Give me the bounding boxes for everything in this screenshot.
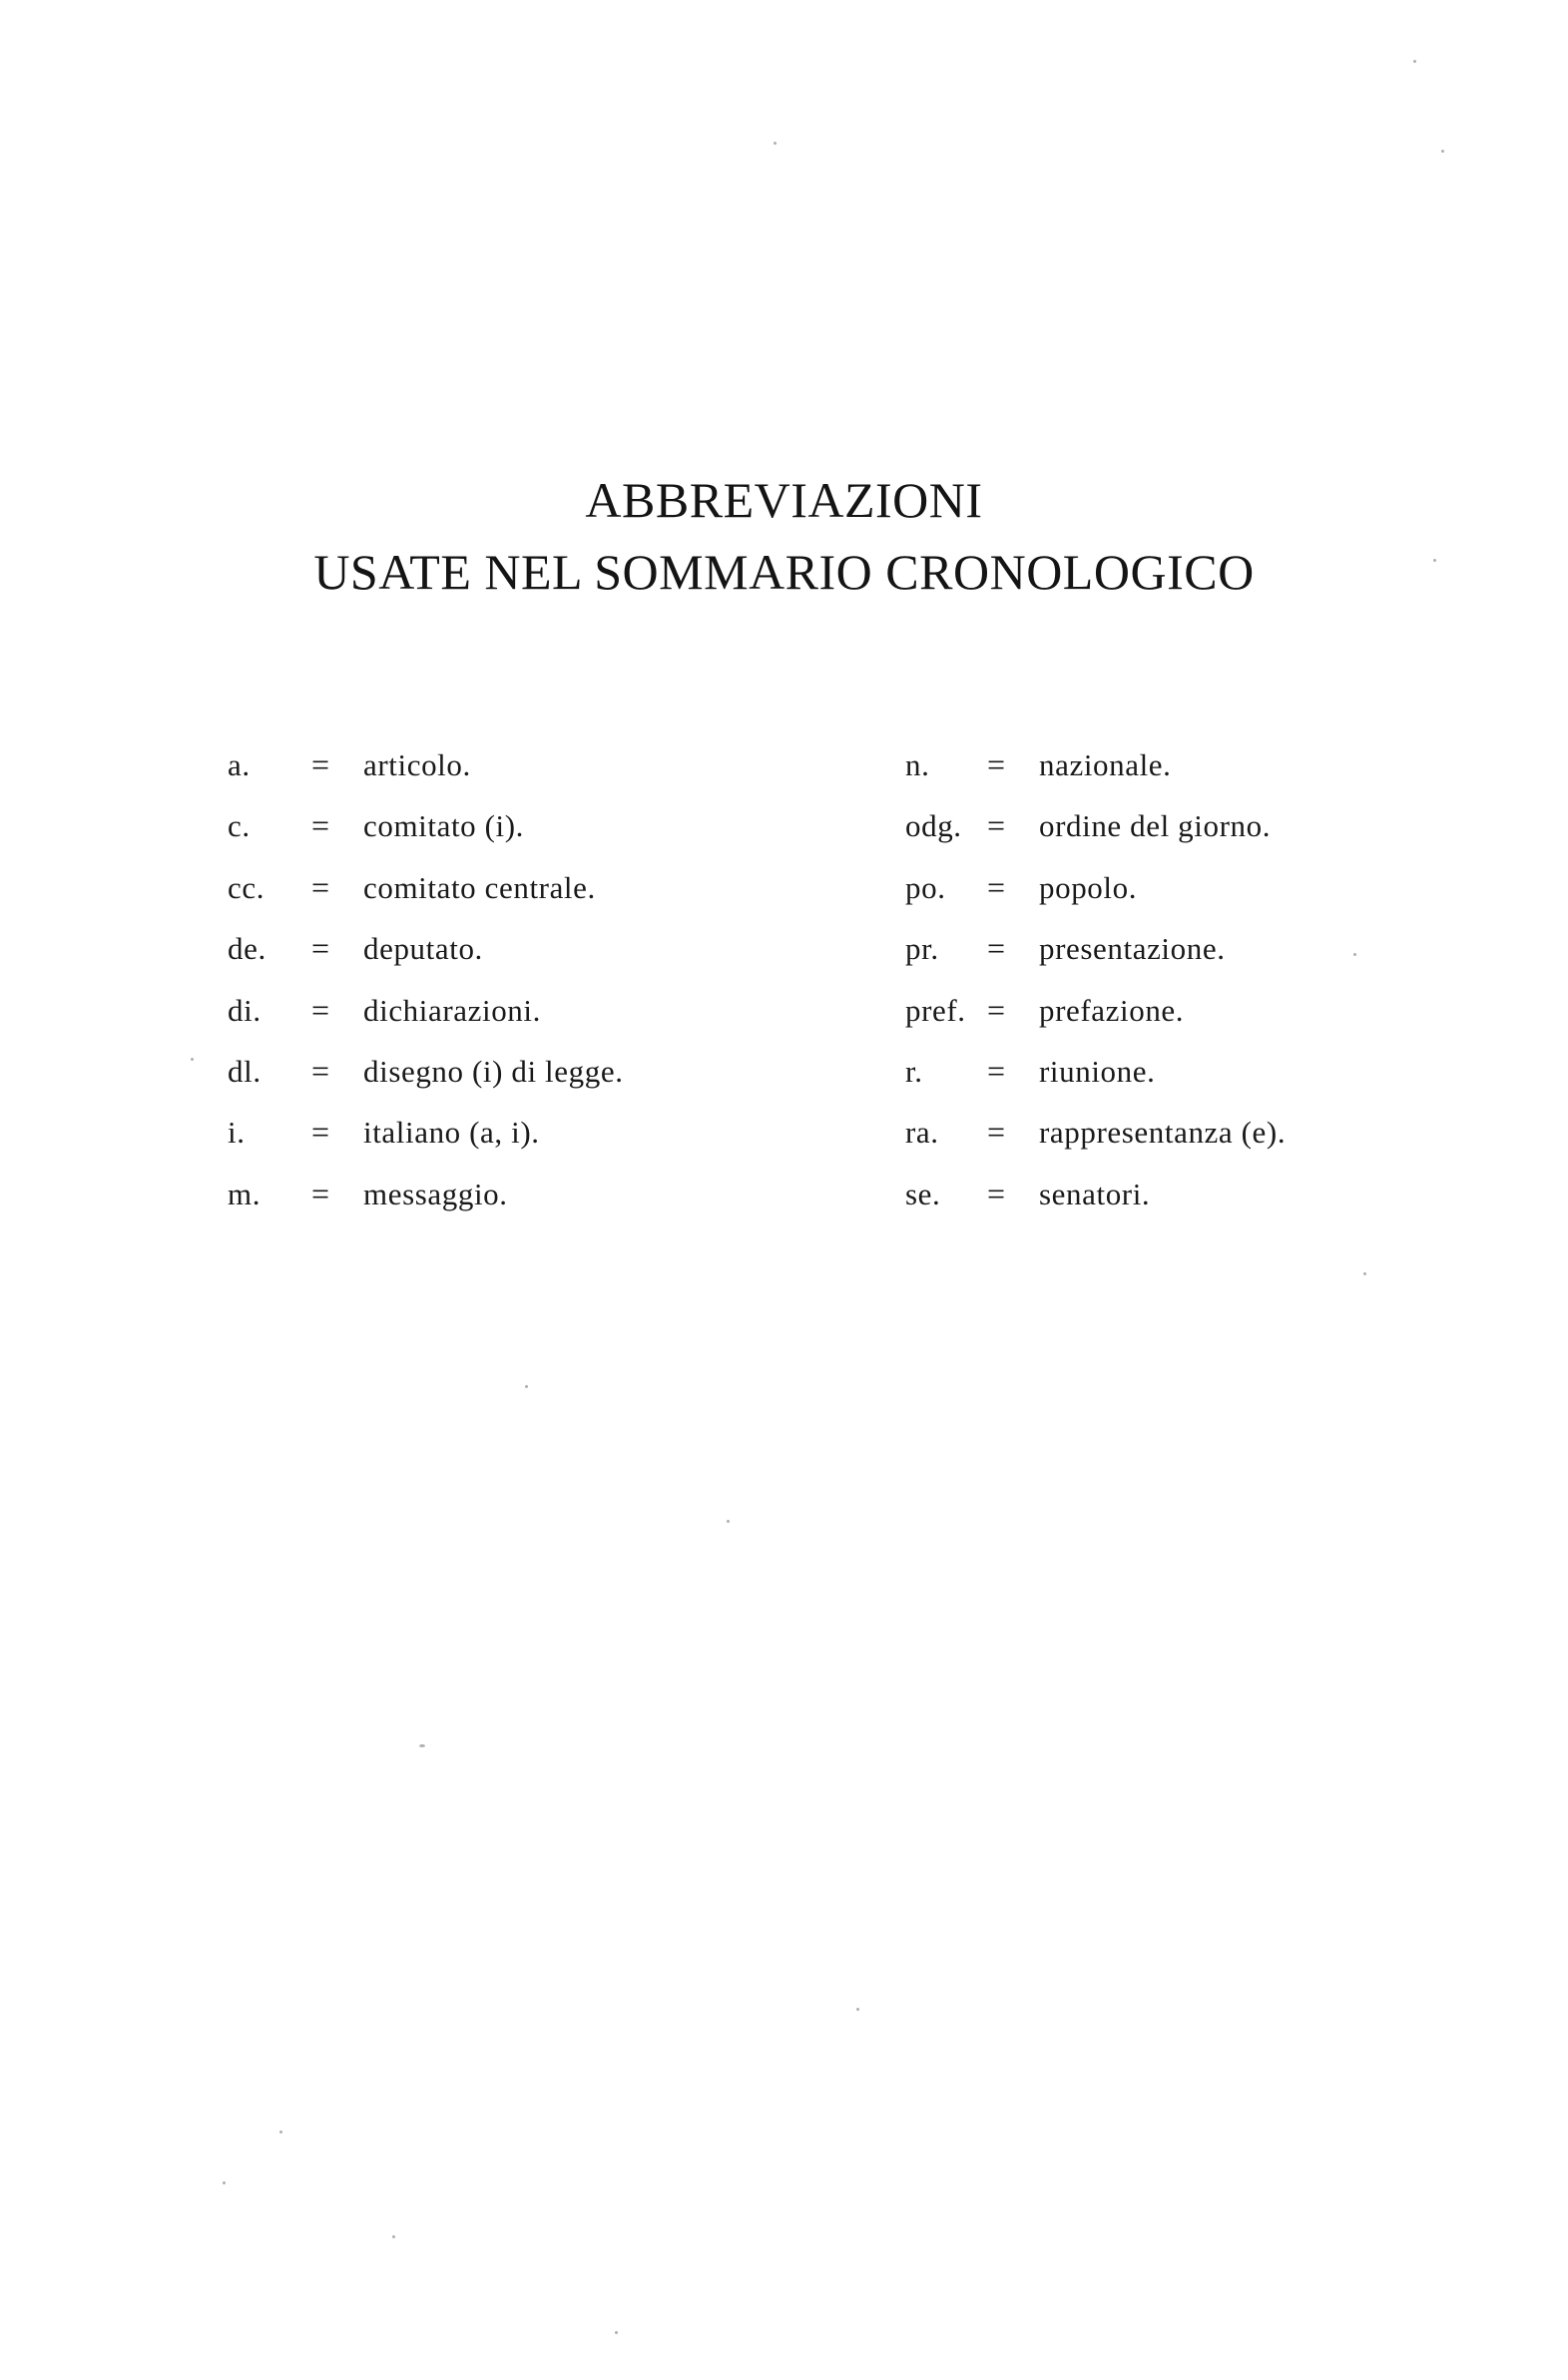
scan-speck bbox=[223, 2181, 226, 2184]
abbreviation-meaning: dichiarazioni. bbox=[363, 992, 541, 1028]
equals-sign: = bbox=[311, 991, 330, 1028]
abbreviation-list-right bbox=[905, 746, 1286, 1236]
abbreviation-row bbox=[905, 930, 1286, 991]
equals-sign: = bbox=[311, 868, 330, 905]
equals-sign: = bbox=[987, 1175, 1006, 1211]
equals-sign: = bbox=[987, 1114, 1006, 1151]
abbreviation-row bbox=[905, 807, 1286, 868]
abbreviation: r. bbox=[905, 1053, 923, 1089]
abbreviation: n. bbox=[905, 747, 930, 782]
heading-subtitle: USATE NEL SOMMARIO CRONOLOGICO bbox=[313, 544, 1255, 600]
abbreviation-list-left bbox=[228, 746, 624, 1236]
scan-speck bbox=[419, 1744, 425, 1747]
abbreviation-meaning: prefazione. bbox=[1039, 992, 1185, 1028]
scan-speck bbox=[525, 1385, 528, 1388]
abbreviation: de. bbox=[228, 931, 266, 967]
abbreviation-meaning: messaggio. bbox=[363, 1176, 508, 1211]
abbreviation-row bbox=[228, 1053, 624, 1114]
abbreviation-meaning: comitato (i). bbox=[363, 808, 525, 844]
scan-speck bbox=[392, 2235, 395, 2238]
abbreviation-row bbox=[905, 746, 1286, 807]
abbreviation-row bbox=[228, 1114, 624, 1175]
abbreviation-row bbox=[905, 869, 1286, 930]
abbreviation-meaning: ordine del giorno. bbox=[1039, 808, 1272, 844]
equals-sign: = bbox=[987, 868, 1006, 905]
equals-sign: = bbox=[311, 930, 330, 967]
abbreviation-row bbox=[905, 1114, 1286, 1175]
scan-speck bbox=[1353, 953, 1356, 956]
abbreviation: c. bbox=[228, 808, 251, 844]
abbreviation: a. bbox=[228, 747, 251, 782]
abbreviation: po. bbox=[905, 869, 946, 905]
abbreviation-row bbox=[228, 992, 624, 1053]
abbreviation: m. bbox=[228, 1176, 261, 1211]
abbreviation-meaning: disegno (i) di legge. bbox=[363, 1053, 624, 1089]
scan-speck bbox=[279, 2131, 282, 2134]
equals-sign: = bbox=[311, 1114, 330, 1151]
abbreviation: se. bbox=[905, 1176, 941, 1211]
abbreviation-row bbox=[905, 992, 1286, 1053]
scan-speck bbox=[856, 2008, 859, 2011]
abbreviation-meaning: italiano (a, i). bbox=[363, 1115, 540, 1151]
abbreviation: dl. bbox=[228, 1053, 261, 1089]
scan-speck bbox=[774, 142, 777, 145]
scan-speck bbox=[727, 1520, 730, 1523]
abbreviation-row bbox=[228, 807, 624, 868]
scan-speck bbox=[1413, 60, 1416, 63]
scan-speck bbox=[615, 2331, 618, 2334]
abbreviation: ra. bbox=[905, 1115, 939, 1151]
abbreviation: odg. bbox=[905, 808, 962, 844]
equals-sign: = bbox=[311, 746, 330, 782]
abbreviation-meaning: nazionale. bbox=[1039, 747, 1172, 782]
equals-sign: = bbox=[987, 746, 1006, 782]
abbreviation-row bbox=[228, 1176, 624, 1236]
abbreviation-row bbox=[228, 746, 624, 807]
scan-speck bbox=[191, 1058, 194, 1061]
abbreviation-row bbox=[905, 1176, 1286, 1236]
abbreviation: di. bbox=[228, 992, 261, 1028]
abbreviation: pref. bbox=[905, 992, 966, 1028]
equals-sign: = bbox=[311, 1175, 330, 1211]
abbreviation-meaning: presentazione. bbox=[1039, 931, 1226, 967]
equals-sign: = bbox=[987, 930, 1006, 967]
page-heading bbox=[0, 471, 1568, 601]
equals-sign: = bbox=[987, 1052, 1006, 1089]
scan-speck bbox=[1441, 150, 1444, 153]
abbreviation-meaning: riunione. bbox=[1039, 1053, 1156, 1089]
equals-sign: = bbox=[311, 1052, 330, 1089]
scan-speck bbox=[1433, 559, 1436, 562]
abbreviation-meaning: popolo. bbox=[1039, 869, 1138, 905]
abbreviation-meaning: articolo. bbox=[363, 747, 471, 782]
abbreviation-meaning: senatori. bbox=[1039, 1176, 1151, 1211]
equals-sign: = bbox=[987, 991, 1006, 1028]
equals-sign: = bbox=[311, 807, 330, 844]
abbreviation: cc. bbox=[228, 869, 265, 905]
abbreviation-row bbox=[228, 930, 624, 991]
abbreviation-meaning: deputato. bbox=[363, 931, 483, 967]
heading-title: ABBREVIAZIONI bbox=[585, 472, 983, 528]
abbreviation-row bbox=[905, 1053, 1286, 1114]
abbreviation-meaning: comitato centrale. bbox=[363, 869, 596, 905]
abbreviation: i. bbox=[228, 1115, 246, 1151]
equals-sign: = bbox=[987, 807, 1006, 844]
abbreviation-meaning: rappresentanza (e). bbox=[1039, 1115, 1287, 1151]
abbreviation: pr. bbox=[905, 931, 939, 967]
abbreviation-row bbox=[228, 869, 624, 930]
scan-speck bbox=[1363, 1272, 1366, 1275]
